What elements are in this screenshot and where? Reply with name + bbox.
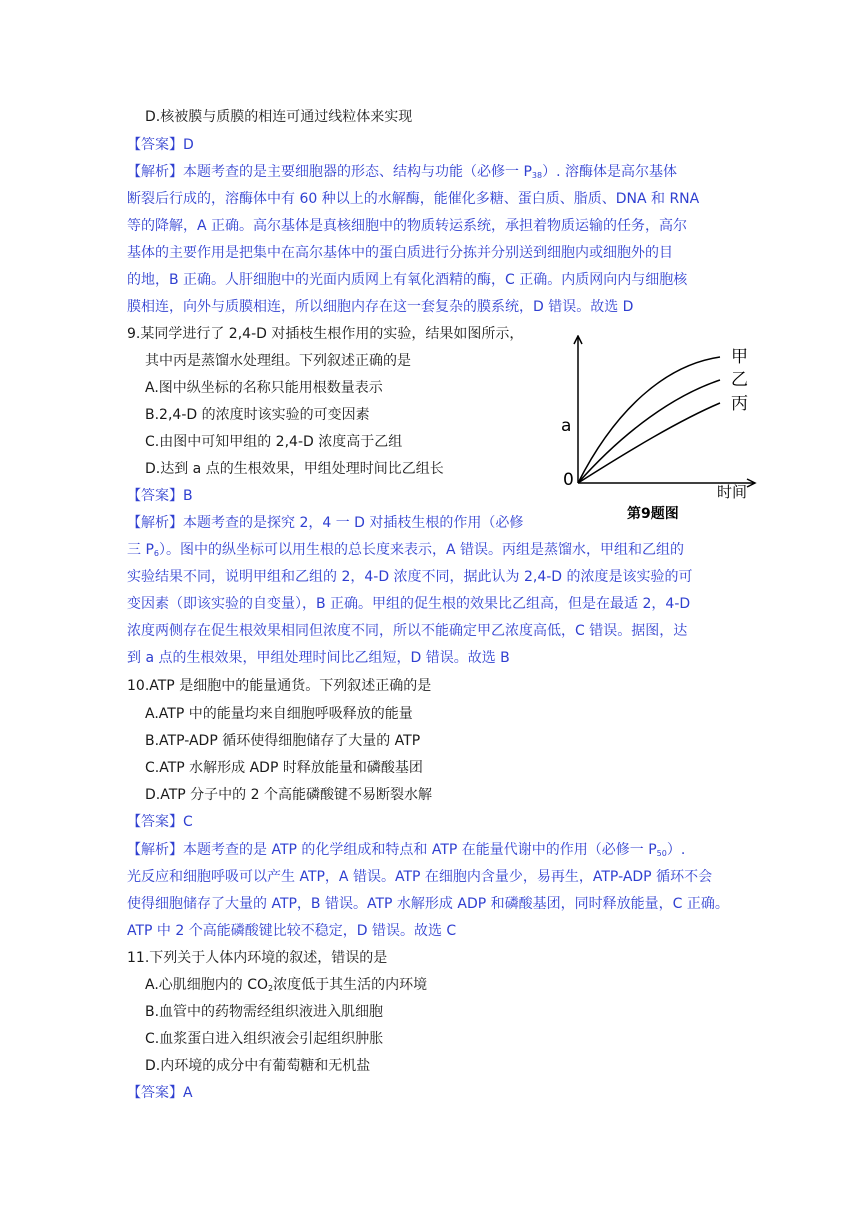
q8-analysis-line-3: 等的降解，A 正确。高尔基体是真核细胞中的物质转运系统，承担着物质运输的任务，高尔: [127, 218, 688, 234]
q10-stem: 10.ATP 是细胞中的能量通货。下列叙述正确的是: [127, 678, 432, 694]
answer-value: A: [183, 1085, 193, 1101]
answer-label: 【答案】: [127, 814, 183, 830]
q9-analysis-line-5: 浓度两侧存在促生根效果相同但浓度不同，所以不能确定甲乙浓度高低，C 错误。据图，达: [127, 623, 688, 639]
analysis-label: 【解析】: [127, 515, 183, 531]
analysis-text-tail: ）.: [666, 842, 686, 858]
curve-yi: [578, 380, 720, 483]
curve-jia: [578, 357, 720, 483]
answer-label: 【答案】: [127, 1085, 183, 1101]
q9-analysis-line-6: 到 a 点的生根效果，甲组处理时间比乙组短，D 错误。故选 B: [127, 650, 510, 666]
q9-option-b: B.2,4-D 的浓度时该实验的可变因素: [145, 407, 370, 423]
analysis-text-tail: ）. 溶酶体是高尔基体: [542, 164, 677, 180]
page-subscript: 6: [153, 549, 159, 558]
q9-analysis-line-1: [127, 513, 523, 533]
q10-analysis-line-2: 光反应和细胞呼吸可以产生 ATP，A 错误。ATP 在细胞内含量少，易再生，ATP-ADP 循环不会: [127, 869, 713, 885]
q10-option-d: D.ATP 分子中的 2 个高能磷酸键不易断裂水解: [145, 787, 432, 803]
x-axis-label: 时间: [717, 483, 748, 501]
figure-caption: 第9题图: [627, 506, 679, 522]
q8-analysis-line-1: [127, 162, 677, 186]
y-mark-a: a: [561, 416, 572, 436]
q9-stem-1: 9.某同学进行了 2,4-D 对插枝生根作用的实验，结果如图所示，: [127, 326, 524, 342]
q8-option-d: D.核被膜与质膜的相连可通过线粒体来实现: [145, 109, 413, 125]
q11-answer: [127, 1083, 193, 1103]
origin-label: 0: [563, 470, 574, 490]
analysis-label: 【解析】: [127, 842, 183, 858]
analysis-text: 本题考查的是探究 2，4 一 D 对插枝生根的作用（必修: [183, 515, 524, 531]
page-subscript: 38: [531, 171, 543, 180]
q9-analysis-line-4: 变因素（即该实验的自变量），B 正确。甲组的促生根的效果比乙组高，但是在最适 2，4-D: [127, 596, 691, 612]
q8-analysis-line-6: 膜相连，向外与质膜相连，所以细胞内存在这一套复杂的膜系统，D 错误。故选 D: [127, 299, 634, 315]
q10-option-a: A.ATP 中的能量均来自细胞呼吸释放的能量: [145, 706, 413, 722]
q10-option-b: B.ATP-ADP 循环使得细胞储存了大量的 ATP: [145, 733, 421, 749]
curve-label-yi: 乙: [731, 370, 748, 390]
option-a-post: 浓度低于其生活的内环境: [273, 977, 428, 993]
q8-answer: [127, 135, 194, 155]
q10-analysis-line-3: 使得细胞储存了大量的 ATP，B 错误。ATP 水解形成 ADP 和磷酸基团，同时释放能量，C 正确。: [127, 896, 729, 912]
analysis-text-pre: 三 P: [127, 542, 154, 558]
q9-option-a: A.图中纵坐标的名称只能用根数量表示: [145, 380, 383, 396]
curve-label-jia: 甲: [731, 347, 748, 367]
page-subscript: 50: [656, 849, 667, 858]
q8-analysis-line-5: 的地，B 正确。人肝细胞中的光面内质网上有氧化酒精的酶，C 正确。内质网向内与细胞核: [127, 272, 688, 288]
answer-value: B: [183, 488, 193, 504]
q10-analysis-line-4: ATP 中 2 个高能磷酸键比较不稳定，D 错误。故选 C: [127, 923, 457, 939]
q11-option-d: D.内环境的成分中有葡萄糖和无机盐: [145, 1058, 371, 1074]
q9-option-d: D.达到 a 点的生根效果，甲组处理时间比乙组长: [145, 461, 444, 477]
q8-analysis-line-2: 断裂后行成的，溶酶体中有 60 种以上的水解酶，能催化多糖、蛋白质、脂质、DNA 和 RNA: [127, 191, 700, 207]
answer-value: C: [183, 814, 193, 830]
option-a-pre: A.心肌细胞内的 CO: [145, 977, 269, 993]
q10-option-c: C.ATP 水解形成 ADP 时释放能量和磷酸基团: [145, 760, 423, 776]
answer-value: D: [183, 137, 194, 153]
analysis-label: 【解析】: [127, 164, 183, 180]
q11-option-c: C.血浆蛋白进入组织液会引起组织肿胀: [145, 1031, 384, 1047]
q8-analysis-line-4: 基体的主要作用是把集中在高尔基体中的蛋白质进行分拣并分别送到细胞内或细胞外的目: [127, 245, 673, 261]
q9-answer: [127, 486, 193, 506]
answer-label: 【答案】: [127, 488, 183, 504]
q10-analysis-line-1: [127, 840, 685, 864]
q9-stem-2: 其中丙是蒸馏水处理组。下列叙述正确的是: [145, 353, 411, 369]
q10-answer: [127, 812, 193, 832]
q9-option-c: C.由图中可知甲组的 2,4-D 浓度高于乙组: [145, 434, 403, 450]
analysis-text-post: ）。图中的纵坐标可以用生根的总长度来表示，A 错误。丙组是蒸馏水，甲组和乙组的: [159, 542, 685, 558]
answer-label: 【答案】: [127, 137, 183, 153]
curve-label-bing: 丙: [731, 394, 748, 414]
q11-option-a: [145, 975, 427, 999]
q11-option-b: B.血管中的药物需经组织液进入肌细胞: [145, 1004, 384, 1020]
analysis-text: 本题考查的是主要细胞器的形态、结构与功能（必修一 P: [183, 164, 532, 180]
q9-analysis-line-2: [127, 540, 684, 564]
q11-stem: 11.下列关于人体内环境的叙述，错误的是: [127, 950, 388, 966]
q9-analysis-line-3: 实验结果不同，说明甲组和乙组的 2，4-D 浓度不同，据此认为 2,4-D 的浓度是该实验的可: [127, 569, 693, 585]
co2-subscript: 2: [268, 984, 274, 993]
analysis-text: 本题考查的是 ATP 的化学组成和特点和 ATP 在能量代谢中的作用（必修一 P: [183, 842, 657, 858]
curve-bing: [578, 403, 720, 483]
q9-figure: [555, 335, 770, 530]
